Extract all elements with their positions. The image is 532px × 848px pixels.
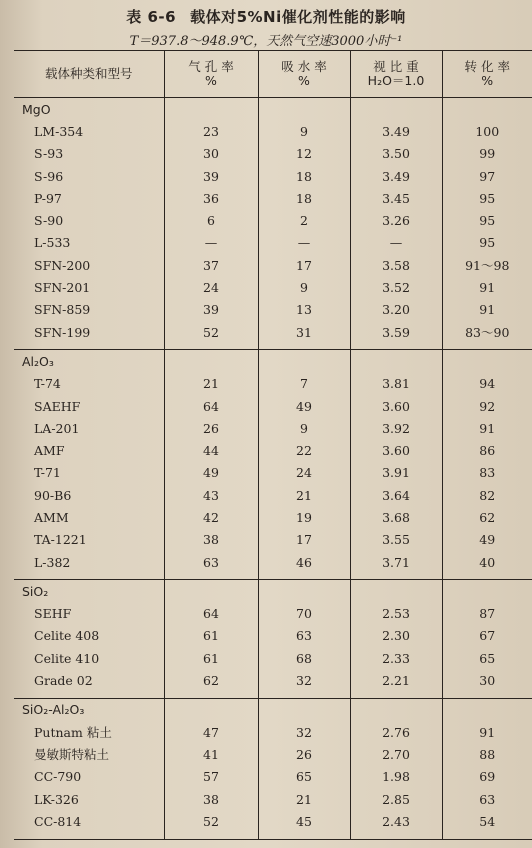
cell-apparent-density: 2.76	[350, 721, 442, 743]
group-section	[14, 350, 532, 580]
empty-cell	[258, 98, 350, 121]
empty-cell	[350, 698, 442, 721]
header-support-type: 载体种类和型号	[14, 51, 164, 98]
table-conditions: T＝937.8～948.9℃，天然气空速3000小时⁻¹	[129, 34, 403, 49]
empty-cell	[350, 350, 442, 373]
empty-cell	[164, 698, 258, 721]
cell-conversion: 95	[442, 232, 532, 254]
cell-water-absorption: 9	[258, 276, 350, 298]
cell-porosity: 42	[164, 506, 258, 528]
cell-apparent-density: 2.33	[350, 647, 442, 669]
cell-apparent-density: 3.55	[350, 529, 442, 551]
cell-conversion: 95	[442, 209, 532, 231]
cell-apparent-density: 3.60	[350, 439, 442, 461]
cell-water-absorption: 9	[258, 120, 350, 142]
cell-support-name: T-71	[34, 465, 61, 481]
cell-porosity: 63	[164, 551, 258, 573]
table-row	[14, 721, 532, 743]
cell-apparent-density: 3.71	[350, 551, 442, 573]
cell-conversion: 65	[442, 647, 532, 669]
cell-support-name: SFN-200	[34, 257, 91, 273]
empty-cell	[442, 698, 532, 721]
cell-porosity: 39	[164, 165, 258, 187]
cell-conversion: 91～98	[442, 254, 532, 276]
group-name: SiO₂	[22, 583, 49, 599]
cell-conversion: 62	[442, 506, 532, 528]
group-section	[14, 698, 532, 839]
cell-porosity: 39	[164, 299, 258, 321]
table-row	[14, 120, 532, 142]
cell-conversion: 99	[442, 143, 532, 165]
cell-water-absorption: 68	[258, 647, 350, 669]
cell-apparent-density: 3.26	[350, 209, 442, 231]
cell-porosity: 30	[164, 143, 258, 165]
table-row	[14, 462, 532, 484]
cell-water-absorption: —	[258, 232, 350, 254]
cell-conversion: 91	[442, 721, 532, 743]
empty-cell	[350, 580, 442, 603]
cell-apparent-density: 1.98	[350, 766, 442, 788]
cell-conversion: 67	[442, 625, 532, 647]
group-name: MgO	[22, 101, 51, 117]
cell-water-absorption: 49	[258, 395, 350, 417]
cell-conversion: 92	[442, 395, 532, 417]
cell-water-absorption: 22	[258, 439, 350, 461]
table-row	[14, 603, 532, 625]
cell-water-absorption: 21	[258, 484, 350, 506]
empty-cell	[442, 580, 532, 603]
cell-water-absorption: 45	[258, 810, 350, 832]
cell-conversion: 100	[442, 120, 532, 142]
table-row	[14, 276, 532, 298]
cell-support-name: SEHF	[34, 606, 72, 622]
cell-apparent-density: —	[350, 232, 442, 254]
cell-conversion: 91	[442, 276, 532, 298]
cell-porosity: 38	[164, 788, 258, 810]
cell-water-absorption: 24	[258, 462, 350, 484]
cell-apparent-density: 3.68	[350, 506, 442, 528]
table-row	[14, 669, 532, 691]
cell-porosity: 43	[164, 484, 258, 506]
cell-water-absorption: 18	[258, 165, 350, 187]
table-row	[14, 417, 532, 439]
cell-porosity: 57	[164, 766, 258, 788]
cell-porosity: 61	[164, 647, 258, 669]
cell-porosity: 52	[164, 321, 258, 343]
cell-support-name: 90-B6	[34, 487, 72, 503]
empty-cell	[258, 580, 350, 603]
cell-apparent-density: 3.49	[350, 120, 442, 142]
group-name: SiO₂-Al₂O₃	[22, 702, 85, 718]
cell-water-absorption: 17	[258, 254, 350, 276]
cell-support-name: SAEHF	[34, 398, 81, 414]
cell-apparent-density: 3.64	[350, 484, 442, 506]
table-row	[14, 529, 532, 551]
cell-apparent-density: 2.30	[350, 625, 442, 647]
cell-support-name: L-533	[34, 235, 71, 251]
table-row	[14, 810, 532, 832]
header-conversion: 转 化 率 %	[442, 51, 532, 98]
cell-porosity: 23	[164, 120, 258, 142]
cell-conversion: 91	[442, 299, 532, 321]
group-header-row	[14, 350, 532, 373]
cell-porosity: 62	[164, 669, 258, 691]
cell-porosity: 49	[164, 462, 258, 484]
cell-support-name: S-93	[34, 146, 64, 162]
cell-porosity: 64	[164, 395, 258, 417]
cell-apparent-density: 3.49	[350, 165, 442, 187]
cell-water-absorption: 19	[258, 506, 350, 528]
header-porosity: 气 孔 率 %	[164, 51, 258, 98]
cell-porosity: 36	[164, 187, 258, 209]
cell-support-name: Putnam 粘土	[34, 725, 112, 741]
table-caption	[0, 6, 532, 27]
cell-apparent-density: 3.60	[350, 395, 442, 417]
cell-porosity: 64	[164, 603, 258, 625]
table-title: 载体对5%Ni催化剂性能的影响	[190, 8, 406, 26]
cell-water-absorption: 70	[258, 603, 350, 625]
cell-water-absorption: 31	[258, 321, 350, 343]
table-row	[14, 165, 532, 187]
table-row	[14, 209, 532, 231]
cell-conversion: 87	[442, 603, 532, 625]
table-row	[14, 143, 532, 165]
cell-porosity: 47	[164, 721, 258, 743]
cell-support-name: Grade 02	[34, 673, 93, 689]
cell-water-absorption: 63	[258, 625, 350, 647]
cell-support-name: AMF	[34, 443, 65, 459]
empty-cell	[442, 98, 532, 121]
cell-water-absorption: 32	[258, 721, 350, 743]
cell-support-name: S-90	[34, 213, 64, 229]
empty-cell	[164, 350, 258, 373]
header-water-absorption: 吸 水 率 %	[258, 51, 350, 98]
table-row	[14, 395, 532, 417]
catalyst-support-table	[14, 50, 532, 840]
cell-conversion: 86	[442, 439, 532, 461]
cell-water-absorption: 46	[258, 551, 350, 573]
table-row	[14, 743, 532, 765]
cell-apparent-density: 2.21	[350, 669, 442, 691]
cell-conversion: 40	[442, 551, 532, 573]
cell-apparent-density: 3.58	[350, 254, 442, 276]
table-row	[14, 321, 532, 343]
cell-water-absorption: 18	[258, 187, 350, 209]
cell-conversion: 82	[442, 484, 532, 506]
cell-support-name: 曼敏斯特粘土	[34, 747, 110, 763]
cell-water-absorption: 9	[258, 417, 350, 439]
cell-apparent-density: 3.20	[350, 299, 442, 321]
empty-cell	[164, 580, 258, 603]
empty-cell	[258, 350, 350, 373]
cell-conversion: 97	[442, 165, 532, 187]
cell-porosity: 61	[164, 625, 258, 647]
spacer-cell	[350, 833, 442, 840]
group-section	[14, 98, 532, 350]
cell-porosity: 37	[164, 254, 258, 276]
spacer-cell	[14, 833, 164, 840]
cell-conversion: 54	[442, 810, 532, 832]
cell-conversion: 95	[442, 187, 532, 209]
cell-apparent-density: 2.70	[350, 743, 442, 765]
group-section	[14, 580, 532, 698]
table-row	[14, 299, 532, 321]
cell-support-name: Celite 408	[34, 628, 100, 644]
cell-support-name: TA-1221	[34, 532, 87, 548]
cell-support-name: Celite 410	[34, 650, 100, 666]
cell-conversion: 30	[442, 669, 532, 691]
section-spacer	[14, 833, 532, 840]
table-row	[14, 254, 532, 276]
cell-apparent-density: 3.59	[350, 321, 442, 343]
table-row	[14, 506, 532, 528]
cell-support-name: P-97	[34, 190, 62, 206]
spacer-cell	[258, 833, 350, 840]
cell-apparent-density: 3.45	[350, 187, 442, 209]
cell-water-absorption: 32	[258, 669, 350, 691]
cell-conversion: 83	[442, 462, 532, 484]
table-row	[14, 647, 532, 669]
group-name: Al₂O₃	[22, 353, 54, 369]
cell-apparent-density: 3.50	[350, 143, 442, 165]
cell-conversion: 94	[442, 373, 532, 395]
cell-apparent-density: 3.91	[350, 462, 442, 484]
cell-porosity: 21	[164, 373, 258, 395]
cell-water-absorption: 12	[258, 143, 350, 165]
cell-support-name: S-96	[34, 168, 64, 184]
cell-conversion: 49	[442, 529, 532, 551]
cell-water-absorption: 13	[258, 299, 350, 321]
cell-porosity: 52	[164, 810, 258, 832]
cell-porosity: 26	[164, 417, 258, 439]
cell-support-name: LK-326	[34, 791, 79, 807]
cell-apparent-density: 3.92	[350, 417, 442, 439]
table-row	[14, 625, 532, 647]
cell-support-name: CC-790	[34, 769, 82, 785]
cell-conversion: 83～90	[442, 321, 532, 343]
empty-cell	[258, 698, 350, 721]
cell-support-name: AMM	[34, 509, 69, 525]
cell-porosity: 38	[164, 529, 258, 551]
cell-support-name: SFN-859	[34, 302, 91, 318]
cell-conversion: 69	[442, 766, 532, 788]
cell-support-name: LM-354	[34, 123, 84, 139]
table-row	[14, 788, 532, 810]
cell-porosity: 44	[164, 439, 258, 461]
cell-water-absorption: 21	[258, 788, 350, 810]
table-header	[14, 51, 532, 98]
cell-apparent-density: 3.81	[350, 373, 442, 395]
cell-support-name: T-74	[34, 376, 61, 392]
cell-porosity: 41	[164, 743, 258, 765]
cell-porosity: 6	[164, 209, 258, 231]
empty-cell	[442, 350, 532, 373]
table-row	[14, 232, 532, 254]
table-row	[14, 551, 532, 573]
cell-apparent-density: 2.85	[350, 788, 442, 810]
spacer-cell	[164, 833, 258, 840]
header-apparent-density: 视 比 重 H₂O＝1.0	[350, 51, 442, 98]
cell-water-absorption: 7	[258, 373, 350, 395]
cell-apparent-density: 3.52	[350, 276, 442, 298]
cell-support-name: CC-814	[34, 813, 82, 829]
group-header-row	[14, 580, 532, 603]
cell-apparent-density: 2.43	[350, 810, 442, 832]
empty-cell	[350, 98, 442, 121]
cell-support-name: SFN-201	[34, 280, 91, 296]
empty-cell	[164, 98, 258, 121]
cell-support-name: SFN-199	[34, 324, 91, 340]
cell-apparent-density: 2.53	[350, 603, 442, 625]
cell-water-absorption: 26	[258, 743, 350, 765]
cell-water-absorption: 2	[258, 209, 350, 231]
group-header-row	[14, 98, 532, 121]
cell-conversion: 91	[442, 417, 532, 439]
table-row	[14, 484, 532, 506]
cell-water-absorption: 17	[258, 529, 350, 551]
table-number: 表 6-6	[126, 8, 177, 26]
cell-support-name: LA-201	[34, 420, 80, 436]
table-row	[14, 373, 532, 395]
table-row	[14, 766, 532, 788]
cell-conversion: 88	[442, 743, 532, 765]
table-row	[14, 187, 532, 209]
cell-porosity: 24	[164, 276, 258, 298]
cell-support-name: L-382	[34, 554, 71, 570]
cell-conversion: 63	[442, 788, 532, 810]
group-header-row	[14, 698, 532, 721]
cell-porosity: —	[164, 232, 258, 254]
cell-water-absorption: 65	[258, 766, 350, 788]
table-row	[14, 439, 532, 461]
spacer-cell	[442, 833, 532, 840]
